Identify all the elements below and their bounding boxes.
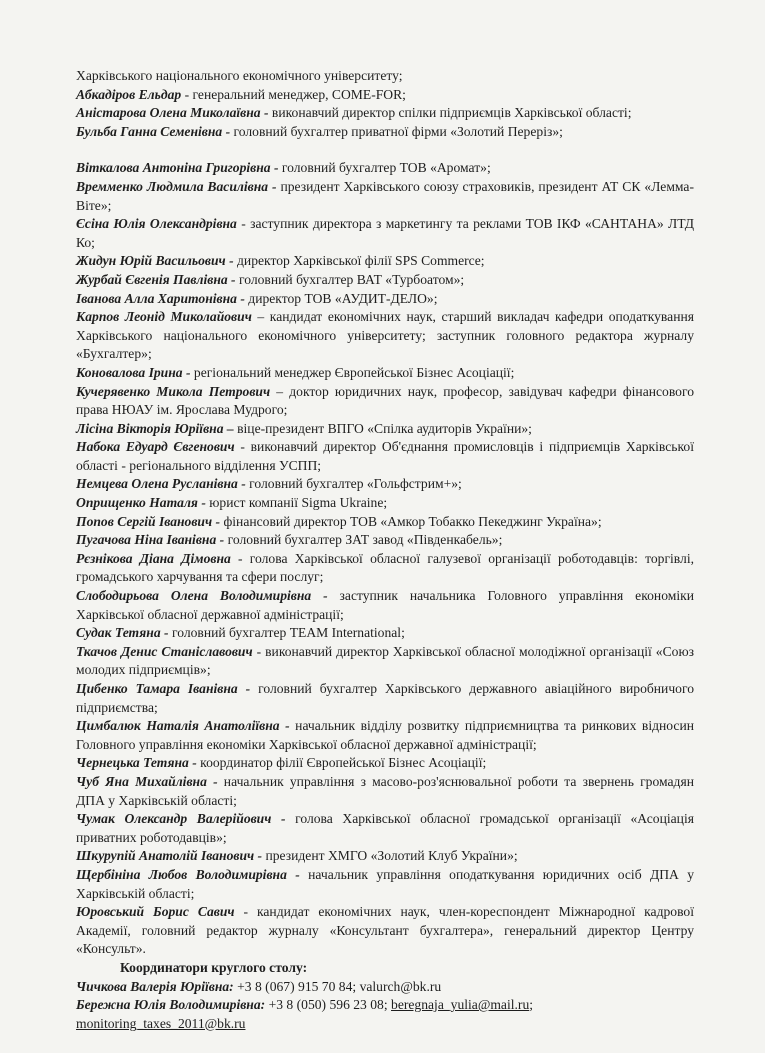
participant-name: Чуб Яна Михайлівна - [76, 773, 218, 789]
intro-line: Харківського національного економічного університету; [76, 68, 403, 83]
participant-entry [76, 550, 694, 587]
email-link[interactable]: beregnaja_yulia@mail.ru [391, 997, 530, 1013]
participant-entry [76, 624, 694, 643]
coordinator-entry [76, 996, 694, 1015]
participant-name: Ткачов Денис Станіславович [76, 643, 253, 659]
participant-description: віце-президент ВПГО «Спілка аудиторів України»; [233, 420, 532, 436]
coordinator-name: Бережна Юлія Володимирівна: [76, 997, 266, 1013]
participant-description: директор ТОВ «АУДИТ-ДЕЛО»; [244, 290, 438, 306]
participant-description: заступник начальника Головного управління економіки Харківської обласної державної адміністрації; [76, 588, 694, 622]
participants-group-b [76, 159, 694, 959]
participant-name: Судак Тетяна - [76, 625, 169, 641]
participant-description: начальник управління з масово-роз'яснювальної роботи та звернень громадян ДПА у Харківській області; [76, 773, 695, 808]
participant-entry [76, 438, 694, 475]
participant-entry [76, 383, 694, 420]
participant-name: Цимбалюк Наталія Анатоліївна - [76, 718, 290, 734]
participant-entry [76, 420, 694, 439]
participant-name: Лісіна Вікторія Юріївна – [76, 420, 234, 436]
participant-description: фінансовий директор ТОВ «Амкор Тобакко Пекеджинг Україна»; [220, 513, 602, 529]
participant-description: головний бухгалтер приватної фірми «Золотий Переріз»; [230, 123, 563, 139]
participant-name: Журбай Євгенія Павлівна - [76, 271, 236, 287]
participant-name: Чумак Олександр Валерійович - [76, 811, 286, 827]
participant-description: - кандидат економічних наук, член-кореспондент Міжнародної кадрової Академії, головний редактор журналу «Консультант бухгалтера», генеральний директор Центру «Консульт». [76, 904, 694, 957]
participant-entry [76, 178, 694, 215]
participant-description: головний бухгалтер ВАТ «Турбоатом»; [235, 271, 465, 287]
participant-name: Шкурупій Анатолій Іванович - [76, 848, 263, 864]
participant-description: - заступник директора з маркетингу та реклами ТОВ ІКФ «САНТАНА» ЛТД Ко; [76, 216, 694, 250]
participant-entry [76, 308, 694, 364]
participant-entry [76, 364, 694, 383]
participant-entry [76, 847, 694, 866]
participant-entry [76, 643, 694, 680]
coordinator-entry [76, 978, 694, 997]
participant-name: Коновалова Ірина - [76, 364, 191, 380]
participant-description: координатор філії Європейської Бізнес Асоціації; [196, 755, 487, 771]
participant-entry [76, 587, 694, 624]
participant-name: Слободирьова Олена Володимирівна - [76, 588, 328, 604]
paragraph-gap [76, 141, 694, 159]
participant-name: Віткалова Антоніна Григорівна - [76, 160, 279, 176]
participant-name: Оприщенко Наталя - [76, 495, 206, 511]
participant-name: Юровський Борис Савич [76, 904, 235, 920]
email-link[interactable]: monitoring_taxes_2011@bk.ru [76, 1015, 246, 1031]
participant-name: Пугачова Ніна Іванівна - [76, 532, 225, 548]
participant-description: - голова Харківської обласної галузевої організації роботодавців: торгівлі, громадського харчування та сфери послуг; [76, 550, 695, 585]
coordinator-name: Чичкова Валерія Юріївна: [76, 978, 234, 994]
participant-name: Времменко Людмила Василівна - [76, 178, 277, 194]
participant-entry [76, 494, 694, 513]
participant-name: Єсіна Юлія Олександрівна [76, 216, 237, 232]
participant-entry [76, 754, 694, 773]
participant-name: Кучерявенко Микола Петрович [76, 383, 271, 399]
participants-list [76, 67, 694, 1033]
participant-description: голова Харківської обласної громадської організації «Асоціація приватних роботодавців»; [76, 811, 694, 845]
participant-name: Щербініна Любов Володимирівна - [76, 866, 300, 882]
participant-entry [76, 86, 694, 105]
coordinator-contact: +3 8 (067) 915 70 84; valurch@bk.ru [233, 978, 442, 994]
participant-entry [76, 252, 694, 271]
participant-description: – кандидат економічних наук, старший викладач кафедри оподаткування Харківського національного економічного університету; заступник головного редактора журналу «Бухгалтер»; [76, 309, 695, 362]
participant-description: – доктор юридичних наук, професор, завідувач кафедри фінансового права НЮАУ ім. Ярослава Мудрого; [76, 383, 695, 418]
participant-name: Цибенко Тамара Іванівна - [76, 681, 251, 696]
participant-description: головний бухгалтер ЗАТ завод «Південкабель»; [224, 532, 503, 548]
participant-entry [76, 810, 694, 847]
participant-description: начальник відділу розвитку підприємництва та ринкових відносин Головного управління економіки Харківської обласної державної адміністрації; [76, 718, 695, 752]
participant-entry [76, 903, 694, 959]
participant-description: директор Харківської філії SPS Commerce; [233, 253, 485, 269]
participant-description: головний бухгалтер Харківського державного авіаційного виробничого підприємства; [76, 681, 694, 715]
participant-name: Аністарова Олена Миколаївна - [76, 105, 269, 121]
participant-entry [76, 104, 694, 123]
participant-name: Абкадіров Ельдар [76, 86, 182, 102]
participant-description: - виконавчий директор Об'єднання промисловців і підприємців Харківської області - регіонального відділення УСПП; [76, 439, 694, 473]
participant-description: президент ХМГО «Золотий Клуб України»; [262, 848, 518, 864]
coordinator-email-line [76, 1015, 694, 1034]
participant-entry [76, 215, 694, 252]
participant-name: Карпов Леонід Миколайович [76, 309, 252, 325]
participant-description: президент Харківського союзу страховиків, президент АТ СК «Лемма-Віте»; [76, 178, 694, 213]
participant-name: Іванова Алла Харитонівна - [76, 290, 245, 306]
participant-entry [76, 773, 694, 810]
participant-description: виконавчий директор спілки підприємців Харківської області; [268, 105, 632, 121]
participants-group-a [76, 86, 694, 142]
coordinators-heading: Координатори круглого столу: [120, 959, 308, 975]
participant-description: - виконавчий директор Харківської обласної молодіжної організації «Союз молодих підприємців»; [76, 643, 694, 678]
participant-description: юрист компанії Sigma Ukraine; [205, 495, 388, 511]
participant-name: Жидун Юрій Васильович - [76, 253, 234, 269]
participant-entry [76, 680, 694, 717]
participant-entry [76, 531, 694, 550]
participant-entry [76, 513, 694, 532]
participant-description: регіональний менеджер Європейської Бізнес Асоціації; [190, 364, 515, 380]
participant-name: Попов Сергій Іванович - [76, 513, 221, 529]
participant-description: начальник управління оподаткування юридичних осіб ДПА у Харківській області; [76, 866, 694, 901]
participant-entry [76, 290, 694, 309]
participant-description: головний бухгалтер TEAM International; [168, 625, 405, 641]
participant-name: Бульба Ганна Семенівна - [76, 123, 231, 139]
separator: ; [529, 997, 534, 1013]
participant-name: Набока Едуард Євгенович [76, 439, 235, 455]
participant-name: Рєзнікова Діана Дімовна [76, 550, 231, 566]
participant-entry [76, 866, 694, 903]
coordinator-contact: +3 8 (050) 596 23 08; [265, 997, 392, 1013]
participant-name: Немцева Олена Русланівна - [76, 476, 246, 492]
participant-entry [76, 123, 694, 142]
participant-description: головний бухгалтер ТОВ «Аромат»; [278, 160, 491, 176]
participant-name: Чернецька Тетяна - [76, 755, 197, 771]
participant-description: головний бухгалтер «Гольфстрим+»; [245, 476, 462, 492]
participant-description: - генеральний менеджер, COME-FOR; [181, 86, 406, 102]
participant-entry [76, 159, 694, 178]
participant-entry [76, 271, 694, 290]
participant-entry [76, 717, 694, 754]
participant-entry [76, 475, 694, 494]
